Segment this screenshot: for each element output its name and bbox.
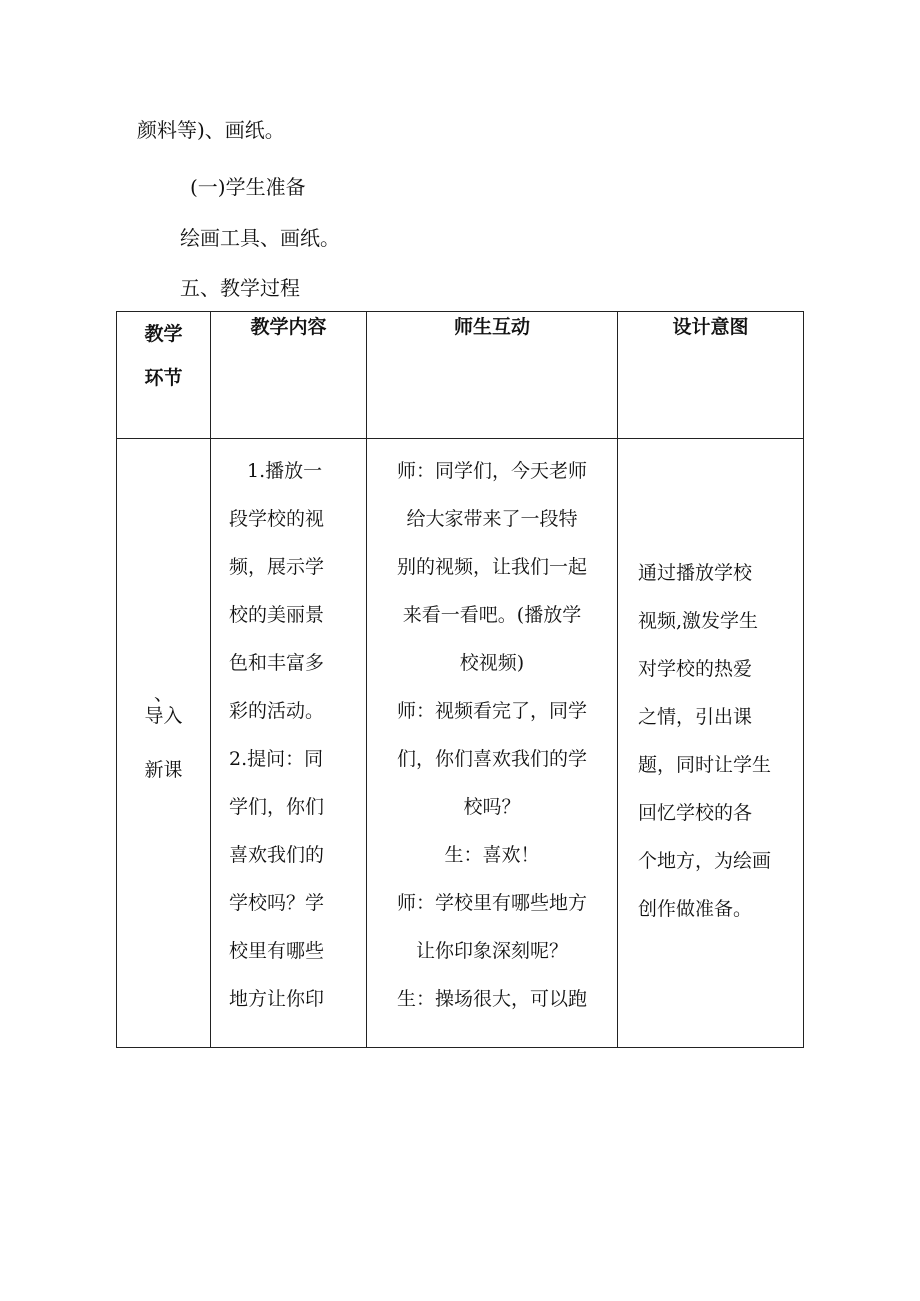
interaction-lines: [367, 439, 617, 1023]
stage-cell: [117, 439, 211, 1048]
interaction-line: 师：同学们，今天老师: [396, 460, 587, 482]
stage-line2: 新课: [144, 759, 183, 781]
content-line: 校里有哪些: [229, 940, 325, 962]
intent-lines: [618, 439, 803, 933]
interaction-line: 给大家带来了一段特: [406, 508, 578, 530]
intent-line: 创作做准备。: [638, 898, 753, 920]
header-stage-line2: 环节: [144, 367, 183, 389]
header-interaction: 师生互动: [367, 312, 618, 439]
interaction-line: 校吗？: [463, 796, 521, 818]
intent-line: 题，同时让学生: [638, 754, 772, 776]
interaction-line: 别的视频，让我们一起: [396, 556, 587, 578]
content-line: 学们，你们: [229, 796, 325, 818]
stage-mark: 、: [153, 683, 173, 705]
content-line: 喜欢我们的: [229, 844, 325, 866]
intent-line: 个地方，为绘画: [638, 850, 772, 872]
section-teaching-process: 五、教学过程: [180, 276, 300, 300]
intent-line: 回忆学校的各: [638, 802, 753, 824]
header-stage: [117, 312, 211, 439]
interaction-cell: [367, 439, 618, 1048]
interaction-line: 师：学校里有哪些地方: [396, 892, 587, 914]
interaction-line: 生：操场很大，可以跑: [396, 988, 587, 1010]
interaction-line: 师：视频看完了，同学: [396, 700, 587, 722]
table-row: [117, 439, 804, 1048]
header-stage-line1: 教学: [144, 323, 183, 345]
student-tools-text: 绘画工具、画纸。: [180, 226, 340, 250]
content-line: 地方让你印: [229, 988, 325, 1010]
content-line: 彩的活动。: [229, 700, 325, 722]
content-line: 频，展示学: [229, 556, 325, 578]
intent-cell: [618, 439, 804, 1048]
interaction-line: 来看一看吧。(播放学: [402, 604, 582, 626]
interaction-line: 让你印象深刻呢？: [415, 940, 568, 962]
section-student-preparation: (一)学生准备: [190, 175, 306, 199]
intent-line: 视频,激发学生: [638, 610, 759, 632]
header-intent: 设计意图: [618, 312, 804, 439]
content-line: 色和丰富多: [229, 652, 325, 674]
preface-line-materials: 颜料等)、画纸。: [137, 118, 285, 142]
content-line: 1.播放一: [247, 460, 323, 482]
interaction-line: 校视频): [459, 652, 525, 674]
intent-line: 之情，引出课: [638, 706, 753, 728]
table-header-row: [117, 312, 804, 439]
content-lines: [211, 439, 366, 1023]
content-line: 校的美丽景: [229, 604, 325, 626]
content-cell: [211, 439, 367, 1048]
teaching-process-table: [116, 311, 804, 1048]
content-line: 学校吗？学: [229, 892, 325, 914]
stage-line1: 导入: [144, 705, 183, 727]
content-line: 2.提问：同: [229, 748, 324, 770]
content-line: 段学校的视: [229, 508, 325, 530]
interaction-line: 生：喜欢！: [444, 844, 540, 866]
intent-line: 通过播放学校: [638, 562, 753, 584]
header-content: 教学内容: [211, 312, 367, 439]
intent-line: 对学校的热爱: [638, 658, 753, 680]
interaction-line: 们，你们喜欢我们的学: [396, 748, 587, 770]
